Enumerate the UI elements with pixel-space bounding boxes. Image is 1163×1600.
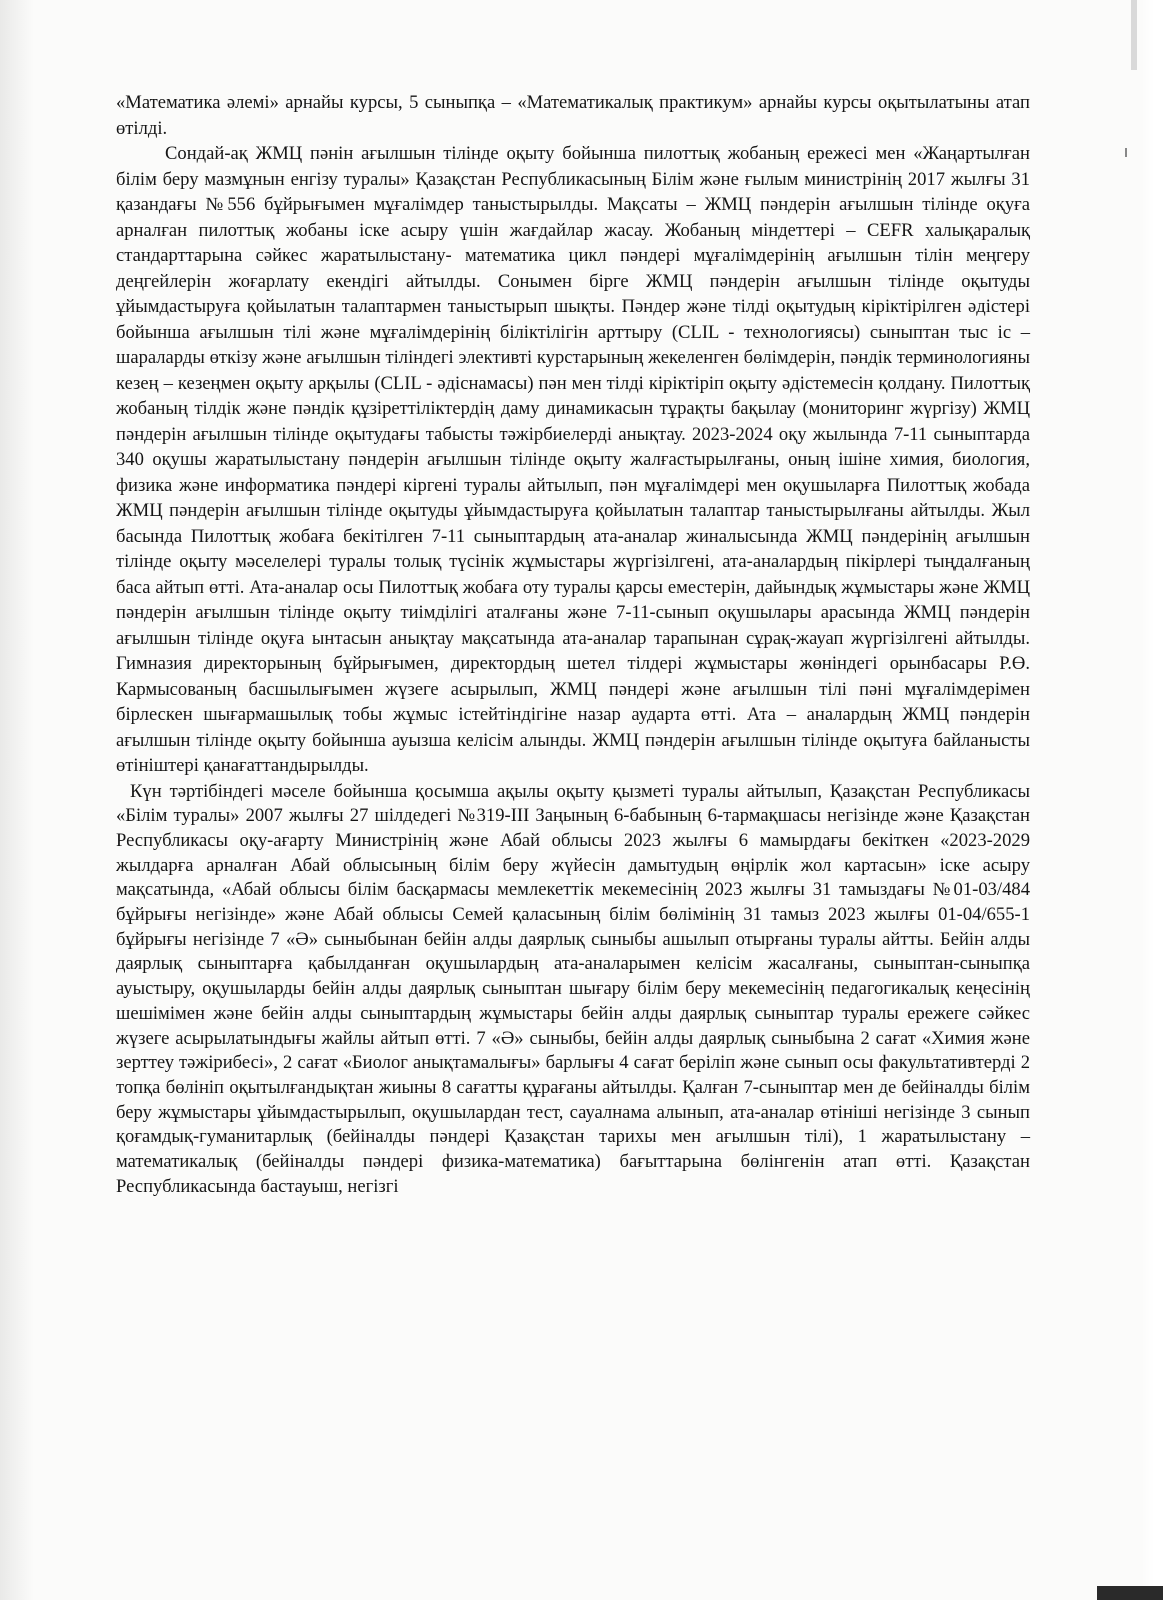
paragraph-pilot-project: Сондай-ақ ЖМЦ пәнін ағылшын тілінде оқыту бойынша пилоттық жобаның ережесі мен «Жаңартылған білім беру мазмұнын енгізу туралы» Қазақстан Республикасының Білім және ғылым министрінің 2017 жылғы 31 қазандағы №556 бұйрығымен мұғалімдер таныстырылды. Мақсаты – ЖМЦ пәндерін ағылшын тілінде оқуға арналған пилоттық жобаны іске асыру үшін жағдайлар жасау. Жобаның міндеттері – CEFR халықаралық стандарттарына сәйкес жаратылыстану- математика цикл пәндері мұғалімдерінің ағылшын тілін меңгеру деңгейлерін жоғарлату екендігі айтылды. Сонымен бірге ЖМЦ пәндерін ағылшын тілінде оқытуды ұйымдастыруға қойылатын талаптармен таныстырып шықты. Пәндер және тілді оқытудың кіріктірілген әдістері бойынша ағылшын тілі және мұғалімдерінің біліктілігін арттыру (CLIL - технологиясы) сыныптан тыс іс – шараларды өткізу және ағылшын тіліндегі элективті курстарының жекеленген бөлімдерін, пәндік терминологияны кезең – кезеңмен оқыту арқылы (CLIL - әдіснамасы) пән мен тілді кіріктіріп оқыту әдістемесін қолдану. Пилоттық жобаның тілдік және пәндік құзіреттіліктердің даму динамикасын тұрақты бақылау (мониторинг жүргізу) ЖМЦ пәндерін ағылшын тілінде оқытудағы табысты тәжірбиелерді анықтау. 2023-2024 оқу жылында 7-11 сыныптарда 340 оқушы жаратылыстану пәндерін ағылшын тілінде оқыту жалғастырылғаны, оның ішіне химия, биология, физика және информатика пәндері кіргені туралы айтылып, пән мұғалімдері мен оқушыларға Пилоттық жобада ЖМЦ пәндерін ағылшын тілінде оқытуды ұйымдастыруға қойылатын талаптар таныстырылғаны айтылды. Жыл басында Пилоттық жобаға бекітілген 7-11 сыныптардың ата-аналар жиналысында ЖМЦ пәндерінің ағылшын тілінде оқыту мәселелері туралы толық түсінік жұмыстары жүргізілгені, ата-аналардың пікірлері тыңдалғаның баса айтып өтті. Ата-аналар осы Пилоттық жобаға оту туралы қарсы еместерін, дайындық жұмыстары және ЖМЦ пәндерін ағылшын тілінде оқыту тиімділігі аталғаны және 7-11-сынып оқушылары арасында ЖМЦ пәндерін ағылшын тілінде оқуға ынтасын анықтау мақсатында ата-аналар тарапынан сұрақ-жауап жүргізілгені айтылды. Гимназия директорының бұйрығымен, директордың шетел тілдері жұмыстары жөніндегі орынбасары Р.Ө. Кармысованың басшылығымен жүзеге асырылып, ЖМЦ пәндері және ағылшын тілі пәні мұғалімдерімен бірлескен шығармашылық тобы жұмыс істейтіндігіне назар аударта өтті. Ата – аналардың ЖМЦ пәндерін ағылшын тілінде оқыту бойынша ауызша келісім алынды. ЖМЦ пәндерін ағылшын тілінде оқытуға байланысты өтініштері қанағаттандырылды. <box>116 143 1030 776</box>
scan-left-edge-shadow <box>0 0 34 1600</box>
scan-bottom-right-mark <box>1097 1586 1163 1600</box>
scan-top-right-shade <box>1131 0 1137 70</box>
document-body <box>116 90 1030 1199</box>
scan-right-edge <box>1141 0 1163 1600</box>
paragraph-paid-education: Күн тәртібіндегі мәселе бойынша қосымша ақылы оқыту қызметі туралы айтылып, Қазақстан Республикасы «Білім туралы» 2007 жылғы 27 шілдедегі №319-ІІІ Заңының 6-бабының 6-тармақшасы негізінде және Қазақстан Республикасы оқу-ағарту Министрінің және Абай облысы 2023 жылғы 6 мамырдағы бекіткен «2023-2029 жылдарға арналған Абай облысының білім беру жүйесін дамытудың өңірлік жол картасын» іске асыру мақсатында, «Абай облысы білім басқармасы мемлекеттік мекемесінің 2023 жылғы 31 тамыздағы №01-03/484 бұйрығы негізінде» және Абай облысы Семей қаласының білім бөлімінің 31 тамыз 2023 жылғы 01-04/655-1 бұйрығы негізінде 7 «Ә» сыныбынан бейін алды даярлық сыныбы ашылып отырғаны туралы айтты. Бейін алды даярлық сыныптарға қабылданған оқушылардың ата-аналарымен келісім жасалғаны, сыныптан-сыныпқа ауыстыру, оқушыларды бейін алды даярлық сыныптан шығару білім беру мекемесінің педагогикалық кеңесінің шешімімен және бейін алды сыныптардың жұмыстары бейін алды даярлық сыныптар туралы ережеге сәйкес жүзеге асырылатындығы жайлы айтып өтті. 7 «Ә» сыныбы, бейін алды даярлық сыныбына 2 сағат «Химия және зерттеу тәжірибесі», 2 сағат «Биолог анықтамалығы» барлығы 4 сағат беріліп және сынып осы факультативтерді 2 топқа бөлініп оқытылғандықтан жиыны 8 сағатты құрағаны айтылды. Қалған 7-сыныптар мен де бейіналды білім беру жұмыстары ұйымдастырылып, оқушылардан тест, сауалнама алынып, ата-аналар өтініші негізінде 3 сынып қоғамдық-гуманитарлық (бейіналды пәндері Қазақстан тарихы мен ағылшын тілі), 1 жаратылыстану – математикалық (бейіналды пәндері физика-математика) бағыттарына бөлінгенін атап өтті. Қазақстан Республикасында бастауыш, негізгі <box>116 780 1030 1197</box>
scan-margin-mark <box>1125 148 1127 157</box>
paragraph-course-list: «Математика әлемі» арнайы курсы, 5 сыныпқа – «Математикалық практикум» арнайы курсы оқытылатыны атап өтілді. <box>116 92 1030 139</box>
